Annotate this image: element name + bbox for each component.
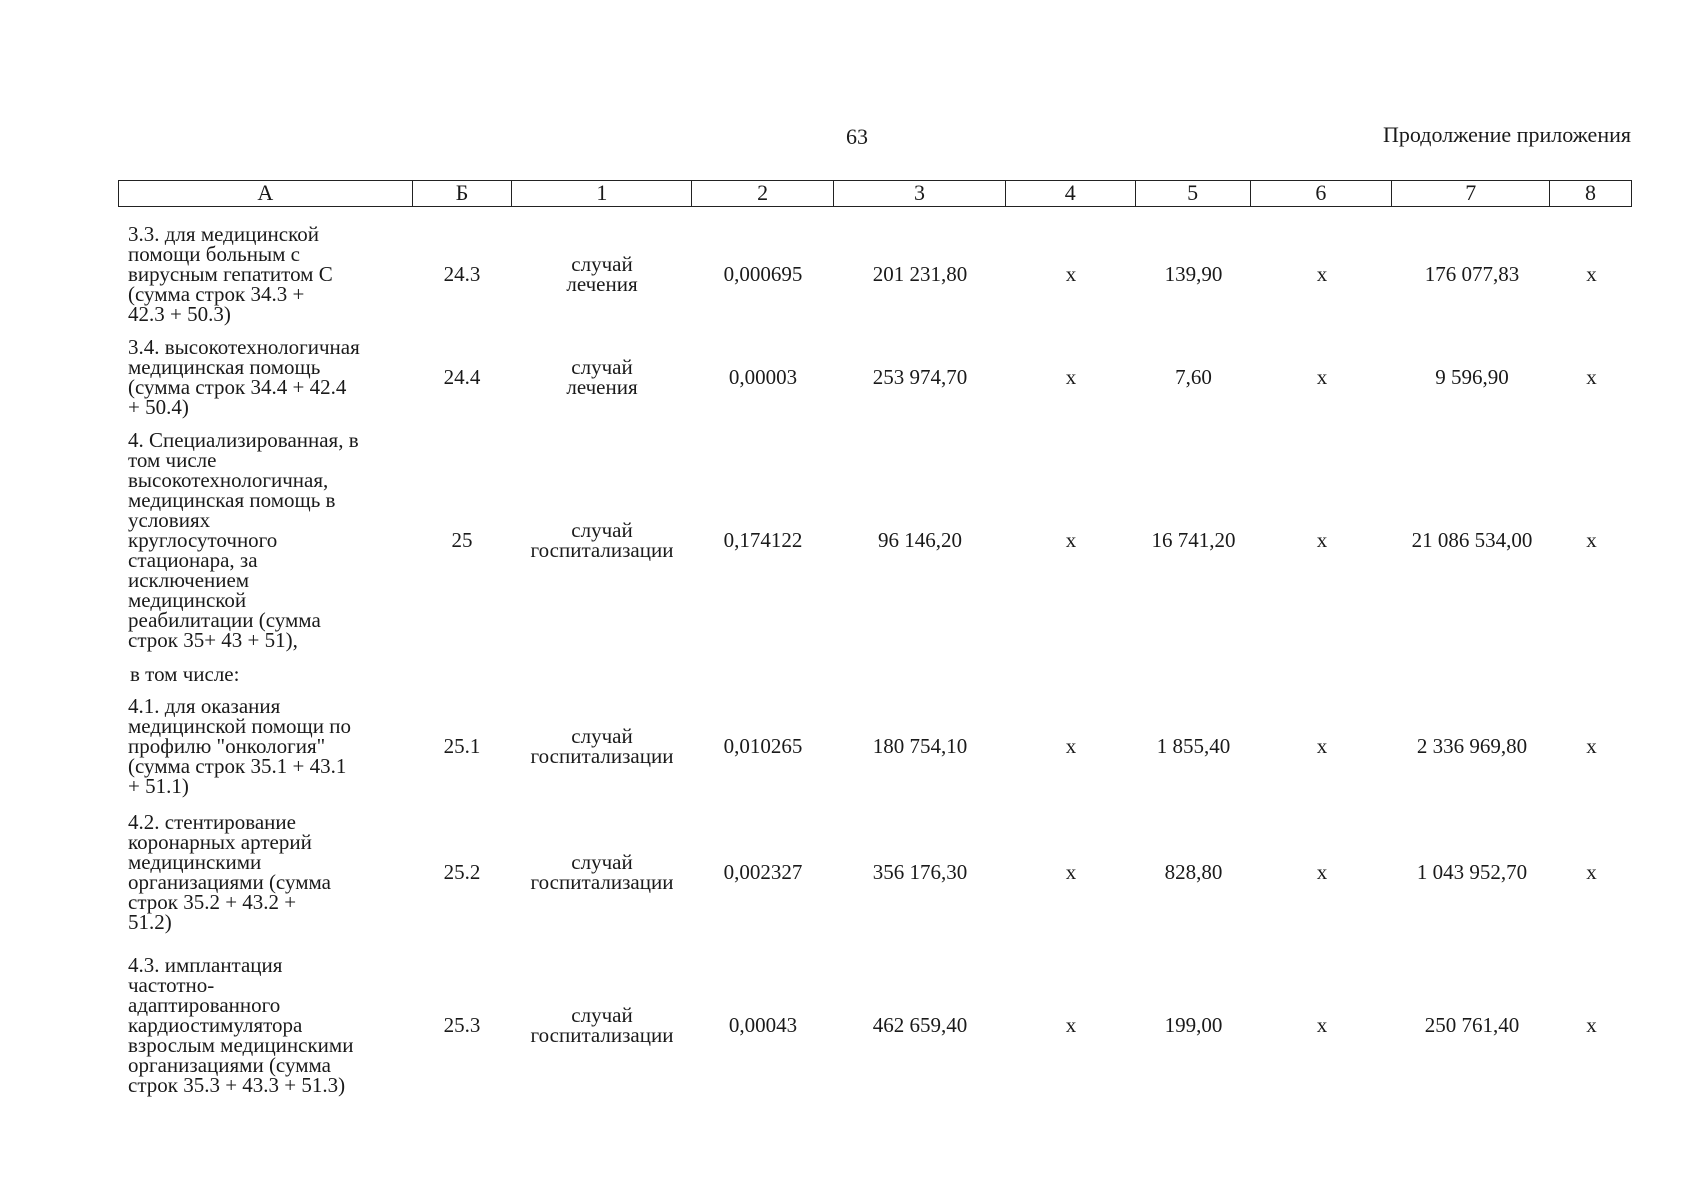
row-unit: случай госпитализации	[530, 850, 674, 894]
row-col-3: 356 176,30	[872, 859, 968, 884]
header-cell: 2	[692, 181, 834, 206]
header-cell: 8	[1585, 180, 1597, 205]
row-col-5: 16 741,20	[1151, 527, 1236, 552]
row-col-3: 462 659,40	[872, 1012, 968, 1037]
row-col-8: х	[1586, 261, 1597, 286]
row-col-6: х	[1316, 733, 1328, 758]
table-row	[118, 336, 1632, 418]
row-col-8: х	[1586, 1012, 1597, 1037]
header-cell: 6	[1251, 181, 1393, 206]
row-col-6: х	[1316, 364, 1328, 389]
row-col-7: 250 761,40	[1424, 1012, 1520, 1037]
row-code: 24.4	[443, 364, 481, 389]
row-code: 25	[451, 527, 473, 552]
page-number: 63	[846, 124, 868, 149]
row-col-4: х	[1065, 364, 1077, 389]
row-unit: случай госпитализации	[530, 518, 674, 562]
row-unit: случай лечения	[566, 355, 638, 399]
row-col-5: 7,60	[1175, 364, 1212, 389]
row-unit: случай госпитализации	[530, 724, 674, 768]
header-cell: 7	[1392, 181, 1550, 206]
row-col-6: х	[1316, 859, 1328, 884]
table-row	[118, 428, 1632, 652]
row-col-3: 180 754,10	[872, 733, 968, 758]
row-code: 24.3	[443, 261, 481, 286]
row-code: 25.3	[443, 1012, 481, 1037]
row-col-3: 253 974,70	[872, 364, 968, 389]
row-name: 4. Специализированная, в том числе высокотехнологичная, медицинская помощь в условиях круглосуточного стационара, за исключением медицинской реабилитации (сумма строк 35+ 43 + 51),	[128, 428, 359, 652]
row-col-7: 1 043 952,70	[1416, 859, 1528, 884]
header-cell: 3	[834, 181, 1006, 206]
table-header	[118, 180, 1632, 207]
row-col-6: х	[1316, 527, 1328, 552]
row-name: 3.3. для медицинской помощи больным с вирусным гепатитом С (сумма строк 34.3 + 42.3 + 50.3)	[128, 222, 333, 326]
row-col-7: 2 336 969,80	[1416, 733, 1528, 758]
row-col-4: х	[1065, 859, 1077, 884]
row-col-4: х	[1065, 1012, 1077, 1037]
header-cell: 4	[1006, 181, 1136, 206]
row-col-6: х	[1316, 1012, 1328, 1037]
row-unit: случай госпитализации	[530, 1003, 674, 1047]
table-row	[118, 950, 1632, 1100]
row-col-5: 139,90	[1164, 261, 1223, 286]
row-col-8: х	[1586, 733, 1597, 758]
row-col-2: 0,00003	[728, 364, 798, 389]
header-cell: 5	[1136, 181, 1251, 206]
row-col-7: 176 077,83	[1424, 261, 1520, 286]
table-row	[118, 696, 1632, 796]
row-col-5: 828,80	[1164, 859, 1223, 884]
table-row	[118, 808, 1632, 936]
in-total-note: в том числе:	[130, 662, 240, 686]
row-col-3: 201 231,80	[872, 261, 968, 286]
row-col-5: 199,00	[1164, 1012, 1223, 1037]
header-cell: 1	[512, 181, 692, 206]
row-col-7: 9 596,90	[1435, 364, 1509, 389]
row-code: 25.1	[443, 733, 481, 758]
row-col-4: х	[1065, 733, 1077, 758]
row-col-6: х	[1316, 261, 1328, 286]
row-col-2: 0,00043	[728, 1012, 798, 1037]
table-row	[118, 222, 1632, 326]
row-name: 4.1. для оказания медицинской помощи по профилю "онкология" (сумма строк 35.1 + 43.1 + 51.1)	[128, 694, 351, 798]
row-col-3: 96 146,20	[878, 527, 962, 552]
row-col-8: х	[1586, 527, 1597, 552]
row-col-2: 0,000695	[723, 261, 803, 286]
header-cell: А	[119, 181, 413, 206]
row-name: 4.2. стентирование коронарных артерий медицинскими организациями (сумма строк 35.2 + 43.2 + 51.2)	[128, 810, 331, 934]
header-cell: Б	[413, 181, 513, 206]
row-name: 4.3. имплантация частотно- адаптированного кардиостимулятора взрослым медицинскими организациями (сумма строк 35.3 + 43.3 + 51.3)	[128, 953, 354, 1097]
row-col-5: 1 855,40	[1156, 733, 1231, 758]
row-col-8: х	[1586, 364, 1597, 389]
row-col-2: 0,002327	[723, 859, 803, 884]
row-col-2: 0,174122	[723, 527, 803, 552]
row-col-7: 21 086 534,00	[1411, 527, 1533, 552]
row-col-2: 0,010265	[723, 733, 803, 758]
row-code: 25.2	[443, 859, 481, 884]
row-col-4: х	[1065, 261, 1077, 286]
row-col-4: х	[1065, 527, 1077, 552]
row-unit: случай лечения	[566, 252, 638, 296]
row-name: 3.4. высокотехнологичная медицинская помощь (сумма строк 34.4 + 42.4 + 50.4)	[128, 335, 360, 419]
continuation-label: Продолжение приложения	[1383, 122, 1631, 147]
row-col-8: х	[1586, 859, 1597, 884]
